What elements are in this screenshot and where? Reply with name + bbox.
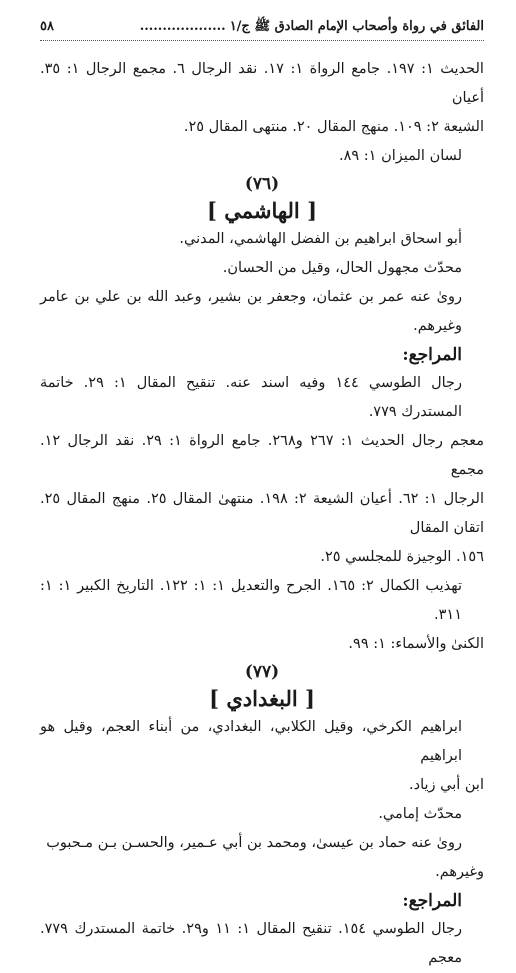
- entry-narrators: روىٰ عنه عمر بن عثمان، وجعفر بن بشير، وعبد الله بن علي بن عامر وغيرهم.: [40, 289, 462, 334]
- entry-narrators: وغيرهم.: [435, 864, 484, 880]
- entry-title: [ الهاشمي ]: [206, 198, 318, 223]
- entry-name: ابراهيم الكرخي، وقيل الكلابي، البغدادي، من أبناء العجم، وقيل هو ابراهيم: [40, 719, 462, 764]
- page-number: ٥٨: [40, 19, 54, 34]
- references-line: تهذيب الكمال ٢: ١٦٥. الجرح والتعديل ١: ١: ١٢٢. التاريخ الكبير ١: ١: ٣١١.: [40, 578, 462, 623]
- references-line: الرجال ١: ٦٢. أعيان الشيعة ٢: ١٩٨. منتهىٰ المقال ٢٥. منهج المقال ٢٥. اتقان المقال: [40, 491, 484, 536]
- references-heading: المراجع:: [402, 891, 462, 911]
- continuation-line: لسان الميزان ١: ٨٩.: [338, 148, 462, 164]
- entry-number: (٧٦): [244, 174, 280, 194]
- continuation-line: الحديث ١: ١٩٧. جامع الرواة ١: ١٧. نقد الرجال ٦. مجمع الرجال ١: ٣٥. أعيان: [40, 61, 484, 106]
- book-title: الفائق في رواة وأصحاب الإمام الصادق ﷺ ج/١: [229, 19, 484, 34]
- entry-status: محدّث مجهول الحال، وقيل من الحسان.: [222, 260, 462, 276]
- header-dots: ...................: [139, 19, 226, 34]
- references-line: رجال الطوسي ١٤٤ وفيه اسند عنه. تنقيح المقال ١: ٢٩. خاتمة المستدرك ٧٧٩.: [40, 375, 462, 420]
- entry-number: (٧٧): [244, 662, 280, 682]
- entry-narrators: روىٰ عنه حماد بن عيسىٰ، ومحمد بن أبي عـمير، والحسـن بـن مـحبوب: [46, 835, 462, 851]
- continuation-line: الشيعة ٢: ١٠٩. منهج المقال ٢٠. منتهى المقال ٢٥.: [183, 119, 484, 135]
- running-header: [40, 18, 484, 41]
- references-line: الكنىٰ والأسماء: ١: ٩٩.: [348, 636, 484, 652]
- entry-name: ابن أبي زياد.: [409, 777, 484, 793]
- entry-status: محدّث إمامي.: [378, 806, 462, 822]
- references-line: معجم رجال الحديث ١: ٢٦٧ و٢٦٨. جامع الرواة ١: ٢٩. نقد الرجال ١٢. مجمع: [40, 433, 484, 478]
- references-line: ١٥٦. الوجيزة للمجلسي ٢٥.: [320, 549, 484, 565]
- entry-name: أبو اسحاق ابراهيم بن الفضل الهاشمي، المدني.: [179, 231, 462, 247]
- references-line: رجال الطوسي ١٥٤. تنقيح المقال ١: ١١ و٢٩. خاتمة المستدرك ٧٧٩. معجم: [40, 921, 462, 966]
- references-heading: المراجع:: [402, 345, 462, 365]
- entry-title: [ البغدادي ]: [209, 686, 315, 711]
